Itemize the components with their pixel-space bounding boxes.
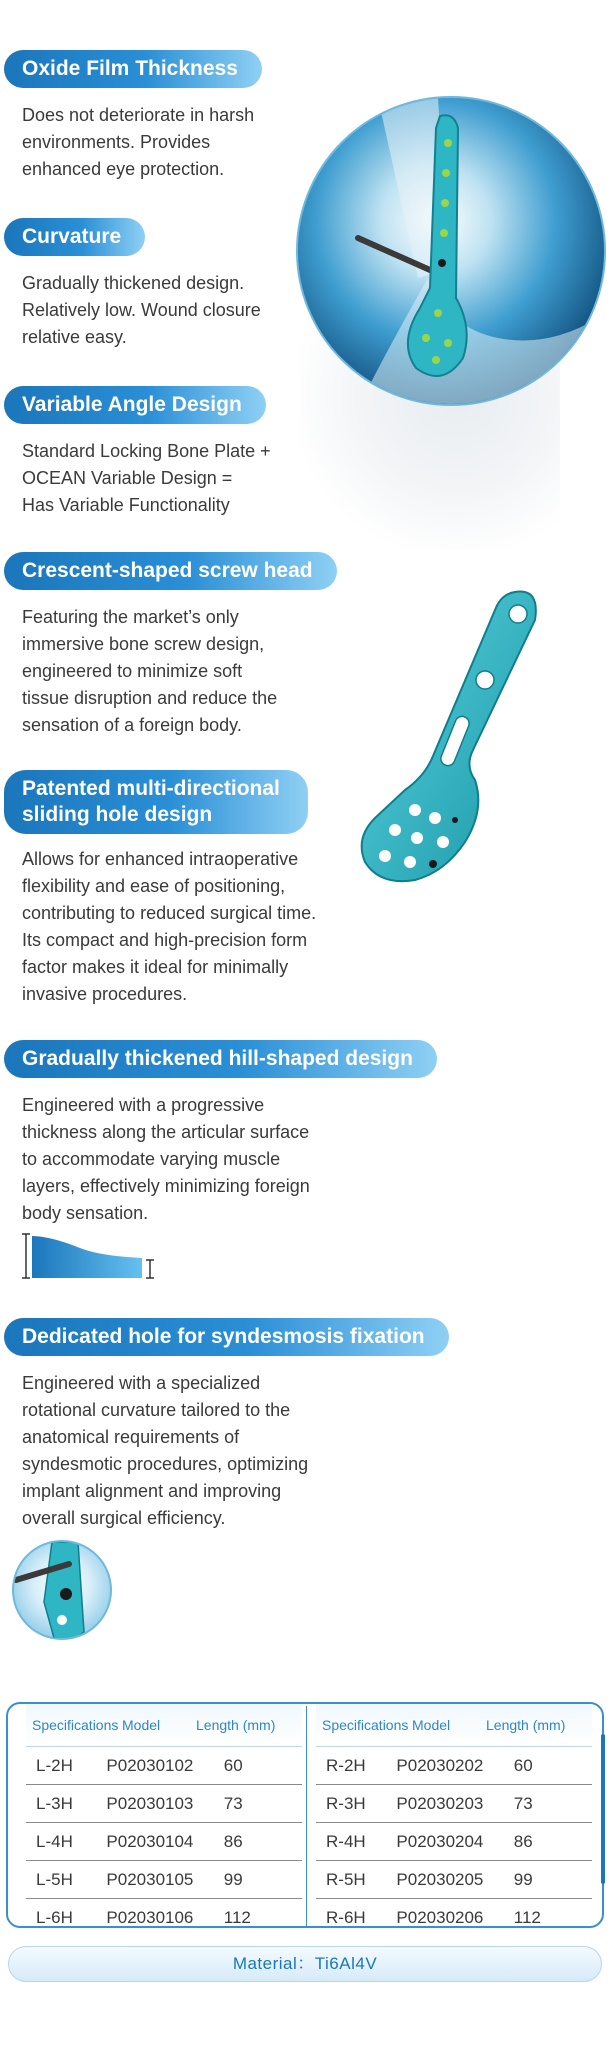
bone-plate-image xyxy=(355,580,555,900)
length-cell: 73 xyxy=(223,1793,243,1813)
length-cell: 86 xyxy=(513,1831,533,1851)
length-cell: 73 xyxy=(513,1793,533,1813)
table-row xyxy=(26,1861,302,1899)
table-row xyxy=(316,1747,592,1785)
length-cell: 112 xyxy=(223,1907,251,1927)
header-specifications: Specifications xyxy=(32,1717,119,1733)
spec-cell: L-6H xyxy=(36,1907,73,1927)
length-cell: 99 xyxy=(223,1869,243,1889)
header-length: Length (mm) xyxy=(486,1717,566,1733)
spec-cell: L-4H xyxy=(36,1831,73,1851)
spec-cell: L-5H xyxy=(36,1869,73,1889)
feature-desc-crescent-screw: Featuring the market’s only immersive bone screw design, engineered to minimize soft tissue disruption and reduce the sensation of a foreign body. xyxy=(22,607,278,735)
hill-thickness-diagram xyxy=(20,1230,160,1286)
syndesmosis-hole-drawing xyxy=(14,1542,112,1640)
table-row xyxy=(316,1899,592,1936)
spec-table-right xyxy=(308,1704,600,1936)
table-row xyxy=(316,1823,592,1861)
spec-header-row xyxy=(26,1704,302,1747)
spec-cell: R-5H xyxy=(326,1869,366,1889)
spec-cell: L-3H xyxy=(36,1793,73,1813)
spec-header-row xyxy=(316,1704,592,1747)
header-length: Length (mm) xyxy=(196,1717,276,1733)
spec-cell: R-3H xyxy=(326,1793,366,1813)
feature-desc-curvature: Gradually thickened design. Relatively low. Wound closure relative easy. xyxy=(22,273,261,347)
spec-cell: R-2H xyxy=(326,1755,366,1775)
model-cell: P02030204 xyxy=(396,1831,484,1851)
feature-title-syndesmosis: Dedicated hole for syndesmosis fixation xyxy=(4,1318,449,1356)
model-cell: P02030205 xyxy=(396,1869,484,1889)
feature-title-variable-angle: Variable Angle Design xyxy=(4,386,266,424)
feature-desc-oxide-film: Does not deteriorate in harsh environments. Provides enhanced eye protection. xyxy=(22,105,255,179)
xray-ankle-image xyxy=(296,96,606,406)
model-cell: P02030203 xyxy=(396,1793,484,1813)
feature-desc-hill-shaped: Engineered with a progressive thickness along the articular surface to accommodate varying muscle layers, effectively minimizing foreign body sensation. xyxy=(22,1095,310,1223)
model-cell: P02030202 xyxy=(396,1755,484,1775)
header-specifications: Specifications xyxy=(322,1717,409,1733)
feature-title-hill-shaped: Gradually thickened hill-shaped design xyxy=(4,1040,437,1078)
spec-cell: R-6H xyxy=(326,1907,366,1927)
header-model: Model xyxy=(122,1717,161,1733)
model-cell: P02030105 xyxy=(106,1869,194,1889)
feature-desc-variable-angle: Standard Locking Bone Plate + OCEAN Variable Design = Has Variable Functionality xyxy=(22,441,271,515)
spec-table-left xyxy=(18,1704,310,1936)
material-label: Material：Ti6Al4V xyxy=(8,1946,602,1982)
xray-ankle-drawing xyxy=(298,98,606,406)
feature-title-crescent-screw: Crescent-shaped screw head xyxy=(4,552,337,590)
feature-title-curvature: Curvature xyxy=(4,218,145,256)
model-cell: P02030103 xyxy=(106,1793,194,1813)
table-row xyxy=(26,1823,302,1861)
model-cell: P02030102 xyxy=(106,1755,194,1775)
table-row xyxy=(26,1785,302,1823)
table-row xyxy=(26,1899,302,1936)
length-cell: 60 xyxy=(223,1755,243,1775)
feature-desc-sliding-hole: Allows for enhanced intraoperative flexibility and ease of positioning, contributing to reduced surgical time. Its compact and high-precision form factor makes it ideal for minimally invasive procedures. xyxy=(22,849,317,1004)
length-cell: 99 xyxy=(513,1869,533,1889)
spec-cell: R-4H xyxy=(326,1831,366,1851)
table-row xyxy=(26,1747,302,1785)
model-cell: P02030104 xyxy=(106,1831,194,1851)
length-cell: 60 xyxy=(513,1755,533,1775)
feature-desc-syndesmosis: Engineered with a specialized rotational curvature tailored to the anatomical requirements of syndesmotic procedures, optimizing implant alignment and improving overall surgical efficiency. xyxy=(22,1373,309,1528)
feature-title-sliding-hole xyxy=(4,770,308,834)
feature-title-sliding-hole-line2: sliding hole design xyxy=(22,803,213,826)
table-row xyxy=(316,1785,592,1823)
syndesmosis-hole-image xyxy=(12,1540,112,1640)
feature-title-sliding-hole-line1: Patented multi-directional xyxy=(22,777,280,800)
length-cell: 86 xyxy=(223,1831,243,1851)
feature-title-oxide-film: Oxide Film Thickness xyxy=(4,50,262,88)
table-divider xyxy=(306,1706,307,1926)
length-cell: 112 xyxy=(513,1907,541,1927)
specification-table xyxy=(6,1702,604,1928)
header-model: Model xyxy=(412,1717,451,1733)
table-row xyxy=(316,1861,592,1899)
spec-cell: L-2H xyxy=(36,1755,73,1775)
model-cell: P02030206 xyxy=(396,1907,484,1927)
model-cell: P02030106 xyxy=(106,1907,194,1927)
